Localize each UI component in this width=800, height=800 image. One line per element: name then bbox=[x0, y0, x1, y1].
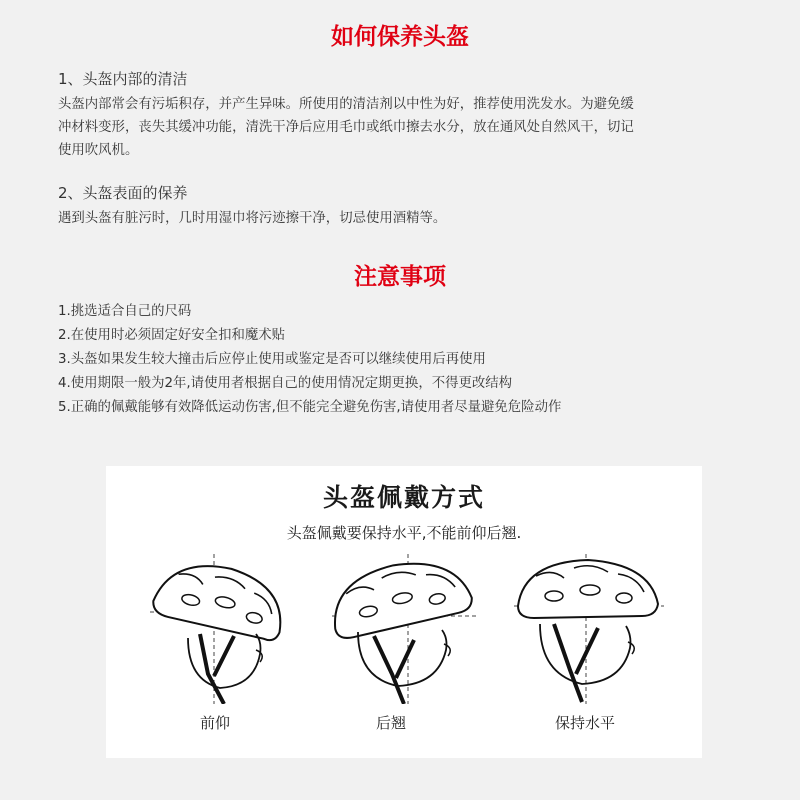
section-body-surface bbox=[58, 207, 748, 230]
body-line: 头盔内部常会有污垢积存，并产生异味。所使用的清洁剂以中性为好，推荐使用洗发水。为避免缓 bbox=[58, 97, 634, 112]
section-heading-surface: 2、头盔表面的保养 bbox=[58, 184, 188, 202]
wearing-guide-card bbox=[106, 466, 702, 758]
body-line: 使用吹风机。 bbox=[58, 143, 139, 158]
list-item: 4.使用期限一般为2年,请使用者根据自己的使用情况定期更换，不得更改结构 bbox=[58, 376, 513, 391]
list-item: 1.挑选适合自己的尺码 bbox=[58, 304, 192, 319]
helmet-level-illustration bbox=[504, 554, 674, 704]
helmet-tilted-forward-illustration bbox=[130, 554, 300, 704]
list-item: 2.在使用时必须固定好安全扣和魔术贴 bbox=[58, 328, 286, 343]
list-item: 3.头盔如果发生较大撞击后应停止使用或鉴定是否可以继续使用后再使用 bbox=[58, 352, 486, 367]
notes-title: 注意事项 bbox=[354, 264, 446, 290]
wearing-title: 头盔佩戴方式 bbox=[322, 483, 485, 512]
helmet-tilted-backward-illustration bbox=[318, 554, 488, 704]
caption-tilted-forward: 前仰 bbox=[199, 714, 230, 732]
body-line: 遇到头盔有脏污时，几时用湿巾将污迹擦干净，切忌使用酒精等。 bbox=[58, 211, 447, 226]
notes-list bbox=[58, 300, 758, 420]
body-line: 冲材料变形，丧失其缓冲功能，清洗干净后应用毛巾或纸巾擦去水分，放在通风处自然风干，切记 bbox=[58, 120, 634, 135]
section-heading-interior: 1、头盔内部的清洁 bbox=[58, 70, 188, 88]
caption-level: 保持水平 bbox=[554, 714, 615, 732]
caption-tilted-backward: 后翘 bbox=[375, 714, 406, 732]
care-title: 如何保养头盔 bbox=[331, 24, 469, 50]
section-body-interior bbox=[58, 93, 748, 162]
list-item: 5.正确的佩戴能够有效降低运动伤害,但不能完全避免伤害,请使用者尽量避免危险动作 bbox=[58, 400, 562, 415]
wearing-subtitle: 头盔佩戴要保持水平,不能前仰后翘. bbox=[286, 524, 522, 542]
